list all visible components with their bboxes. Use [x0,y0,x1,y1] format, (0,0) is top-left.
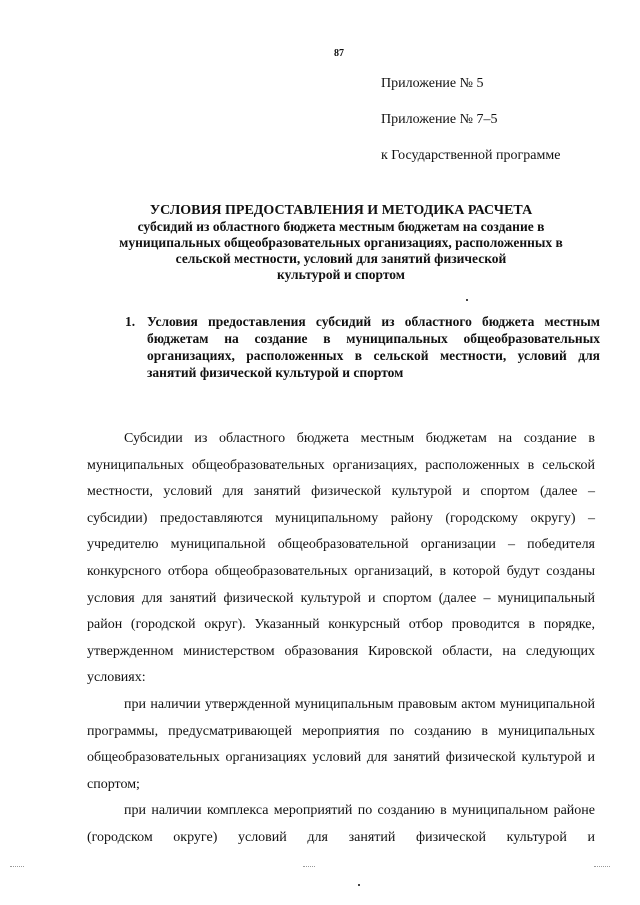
scan-dot-title [466,299,468,301]
annex-header [381,66,560,174]
scan-dot-bottom [358,884,360,886]
annex-line-2: Приложение № 7–5 [381,112,498,127]
annex-line-3: к Государственной программе [381,148,561,163]
scan-artifact-right [594,866,610,867]
paragraph-3: при наличии комплекса мероприятий по созданию в муниципальном районе (городском округе) условий для занятий физической культурой и [87,803,595,845]
scan-artifact-center [303,866,315,867]
section-number: 1. [125,314,136,329]
annex-line-1: Приложение № 5 [381,76,484,91]
title-sub-line-2: муниципальных общеобразовательных организациях, расположенных в [119,235,563,250]
title-main: УСЛОВИЯ ПРЕДОСТАВЛЕНИЯ И МЕТОДИКА РАСЧЕТА [149,203,533,218]
title-sub-line-4: культурой и спортом [277,267,405,282]
page-number: 87 [334,48,344,59]
paragraph-2: при наличии утвержденной муниципальным правовым актом муниципальной программы, предусматривающей мероприятия по созданию в муниципальных общеобразовательных организациях условий для занятий физической культурой и спортом; [87,696,595,792]
title-sub-line-3: сельской местности, условий для занятий физической [175,251,507,266]
body-text [87,426,595,852]
section-heading-text: Условия предоставления субсидий из областного бюджета местным бюджетам на создание в муниципальных общеобразовательных организациях, расположенных в сельской местности, условий для занятий физической культурой и спортом [147,314,600,380]
title-sub-line-1: субсидий из областного бюджета местным бюджетам на создание в [137,219,545,234]
section-heading-1 [125,313,600,381]
document-title [80,203,602,283]
scan-artifact-left [10,866,24,867]
paragraph-1: Субсидии из областного бюджета местным бюджетам на создание в муниципальных общеобразовательных организациях, расположенных в сельской местности, условий для занятий физической культурой и спортом (далее – субсидии) предоставляются муниципальному району (городскому округу) – учредителю муниципальной общеобразовательной организации – победителя конкурсного отбора общеобразовательных организаций, в которой будут созданы условия для занятий физической культурой и спортом (далее – муниципальный район (городской округ). Указанный конкурсный отбор проводится в порядке, утвержденном министерством образования Кировской области, на следующих условиях: [87,431,595,686]
